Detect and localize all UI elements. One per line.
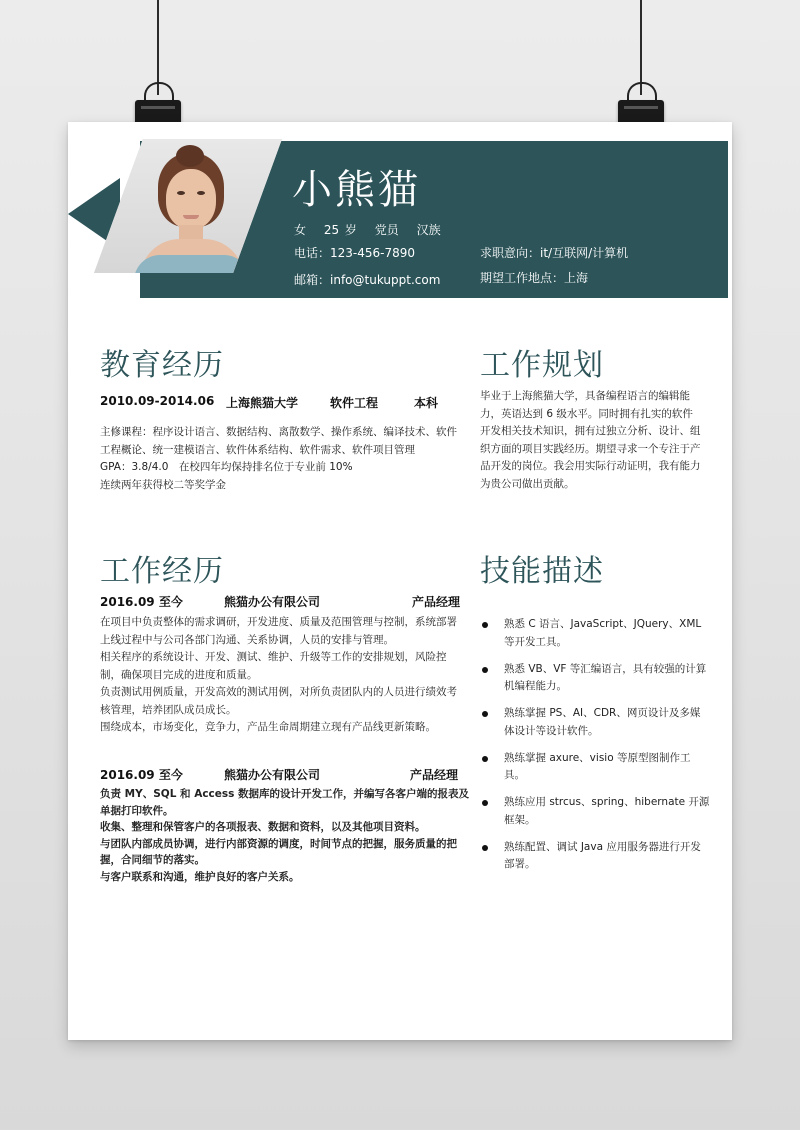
plan-line: 织方面的项目实践经历。期望寻求一个专注于产 — [480, 442, 701, 455]
job-objective: 求职意向：it/互联网/计算机 — [480, 246, 629, 260]
plan-line: 力，英语达到 6 级水平。同时拥有扎实的软件 — [480, 407, 693, 420]
skills-title: 技能描述 — [480, 554, 604, 589]
personal-meta — [294, 221, 453, 238]
ethnicity: 汉族 — [416, 223, 441, 237]
education-major: 软件工程 — [330, 396, 379, 410]
skill-line: 熟练应用 strcus、spring、hibernate 开源 — [504, 796, 710, 808]
job-line: 与客户联系和沟通，维护良好的客户关系。 — [100, 870, 300, 883]
job-line: 握，合同细节的落实。 — [100, 854, 205, 866]
job-line: 相关程序的系统设计、开发、测试、维护、升级等工作的安排规划，风险控 — [100, 651, 447, 663]
bullet-icon — [482, 756, 488, 762]
education-degree: 本科 — [414, 396, 439, 410]
job-line: 在项目中负责整体的需求调研，开发进度、质量及范围管理与控制，系统部署 — [100, 616, 457, 628]
job-2-company: 熊猫办公有限公司 — [224, 768, 321, 782]
list-item — [480, 705, 710, 740]
work-title: 工作经历 — [100, 554, 224, 589]
list-item — [480, 839, 710, 874]
email: 邮箱：info@tukuppt.com — [294, 273, 441, 287]
job-line: 制，确保项目完成的进度和质量。 — [100, 668, 258, 681]
plan-title: 工作规划 — [480, 348, 604, 383]
education-line: GPA：3.8/4.0 在校四年均保持排名位于专业前 10% — [100, 461, 353, 473]
skill-line: 机编程能力。 — [504, 680, 567, 692]
hanging-string-left — [157, 0, 159, 95]
job-line: 负责测试用例质量，开发高效的测试用例，对所负责团队内的人员进行绩效考 — [100, 686, 457, 698]
job-line: 单据打印软件。 — [100, 804, 174, 817]
gender: 女 — [294, 223, 307, 237]
age: 25 岁 — [323, 223, 357, 237]
job-2-period: 2016.09 至今 — [100, 768, 183, 782]
education-title: 教育经历 — [100, 348, 224, 383]
plan-line: 为贵公司做出贡献。 — [480, 477, 575, 490]
plan-line: 品开发的岗位。我会用实际行动证明，我有能力 — [480, 460, 701, 472]
job-2-position: 产品经理 — [410, 768, 459, 782]
job-1-position: 产品经理 — [412, 595, 461, 609]
hanging-string-right — [640, 0, 642, 95]
education-line: 工程概论、统一建模语言、软件体系结构、软件需求、软件项目管理 — [100, 443, 415, 456]
skill-line: 框架。 — [504, 813, 536, 826]
plan-line: 开发相关技术知识，拥有过独立分析、设计、组 — [480, 425, 701, 437]
list-item — [480, 750, 710, 785]
job-2-details — [100, 786, 469, 885]
skill-line: 等开发工具。 — [504, 635, 567, 648]
skill-line: 熟练掌握 axure、visio 等原型图制作工 — [504, 751, 691, 764]
skill-line: 熟练配置、调试 Java 应用服务器进行开发 — [504, 840, 701, 853]
candidate-name: 小熊猫 — [292, 167, 421, 213]
skill-line: 熟悉 C 语言、JavaScript、JQuery、XML — [504, 618, 702, 630]
skill-line: 熟练掌握 PS、AI、CDR、网页设计及多媒 — [504, 707, 701, 719]
job-line: 收集、整理和保管客户的各项报表、数据和资料，以及其他项目资料。 — [100, 821, 426, 833]
list-item — [480, 616, 710, 651]
education-line: 主修课程：程序设计语言、数据结构、离散数学、操作系统、编译技术、软件 — [100, 426, 457, 438]
skill-line: 部署。 — [504, 858, 536, 870]
phone: 电话：123-456-7890 — [294, 246, 416, 260]
bullet-icon — [482, 845, 488, 851]
job-line: 核管理，培养团队成员成长。 — [100, 703, 237, 716]
job-line: 上线过程中与公司各部门沟通、关系协调，人员的安排与管理。 — [100, 633, 394, 646]
resume-paper — [68, 122, 732, 1040]
list-item — [480, 794, 710, 829]
plan-details — [480, 388, 701, 493]
job-line: 负责 MY、SQL 和 Access 数据库的设计开发工作，并编写各客户端的报表及 — [100, 788, 470, 800]
job-line: 围绕成本，市场变化，竞争力，产品生命周期建立现有产品线更新策略。 — [100, 721, 436, 733]
expected-location: 期望工作地点：上海 — [480, 271, 589, 285]
skills-list — [480, 616, 710, 883]
list-item — [480, 661, 710, 696]
politics: 党员 — [374, 223, 399, 237]
bullet-icon — [482, 711, 488, 717]
education-details — [100, 424, 457, 494]
education-school: 上海熊猫大学 — [226, 396, 299, 410]
education-line: 连续两年获得校二等奖学金 — [100, 478, 226, 491]
skill-line: 体设计等设计软件。 — [504, 724, 599, 737]
bullet-icon — [482, 800, 488, 806]
job-line: 与团队内部成员协调，进行内部资源的调度，时间节点的把握，服务质量的把 — [100, 837, 457, 850]
job-1-period: 2016.09 至今 — [100, 595, 183, 609]
education-period: 2010.09-2014.06 — [100, 394, 215, 408]
job-1-company: 熊猫办公有限公司 — [224, 595, 321, 609]
skill-line: 具。 — [504, 769, 525, 781]
plan-line: 毕业于上海熊猫大学，具备编程语言的编辑能 — [480, 390, 690, 402]
job-1-details — [100, 614, 457, 737]
skill-line: 熟悉 VB、VF 等汇编语言，具有较强的计算 — [504, 662, 707, 675]
bullet-icon — [482, 622, 488, 628]
bullet-icon — [482, 667, 488, 673]
